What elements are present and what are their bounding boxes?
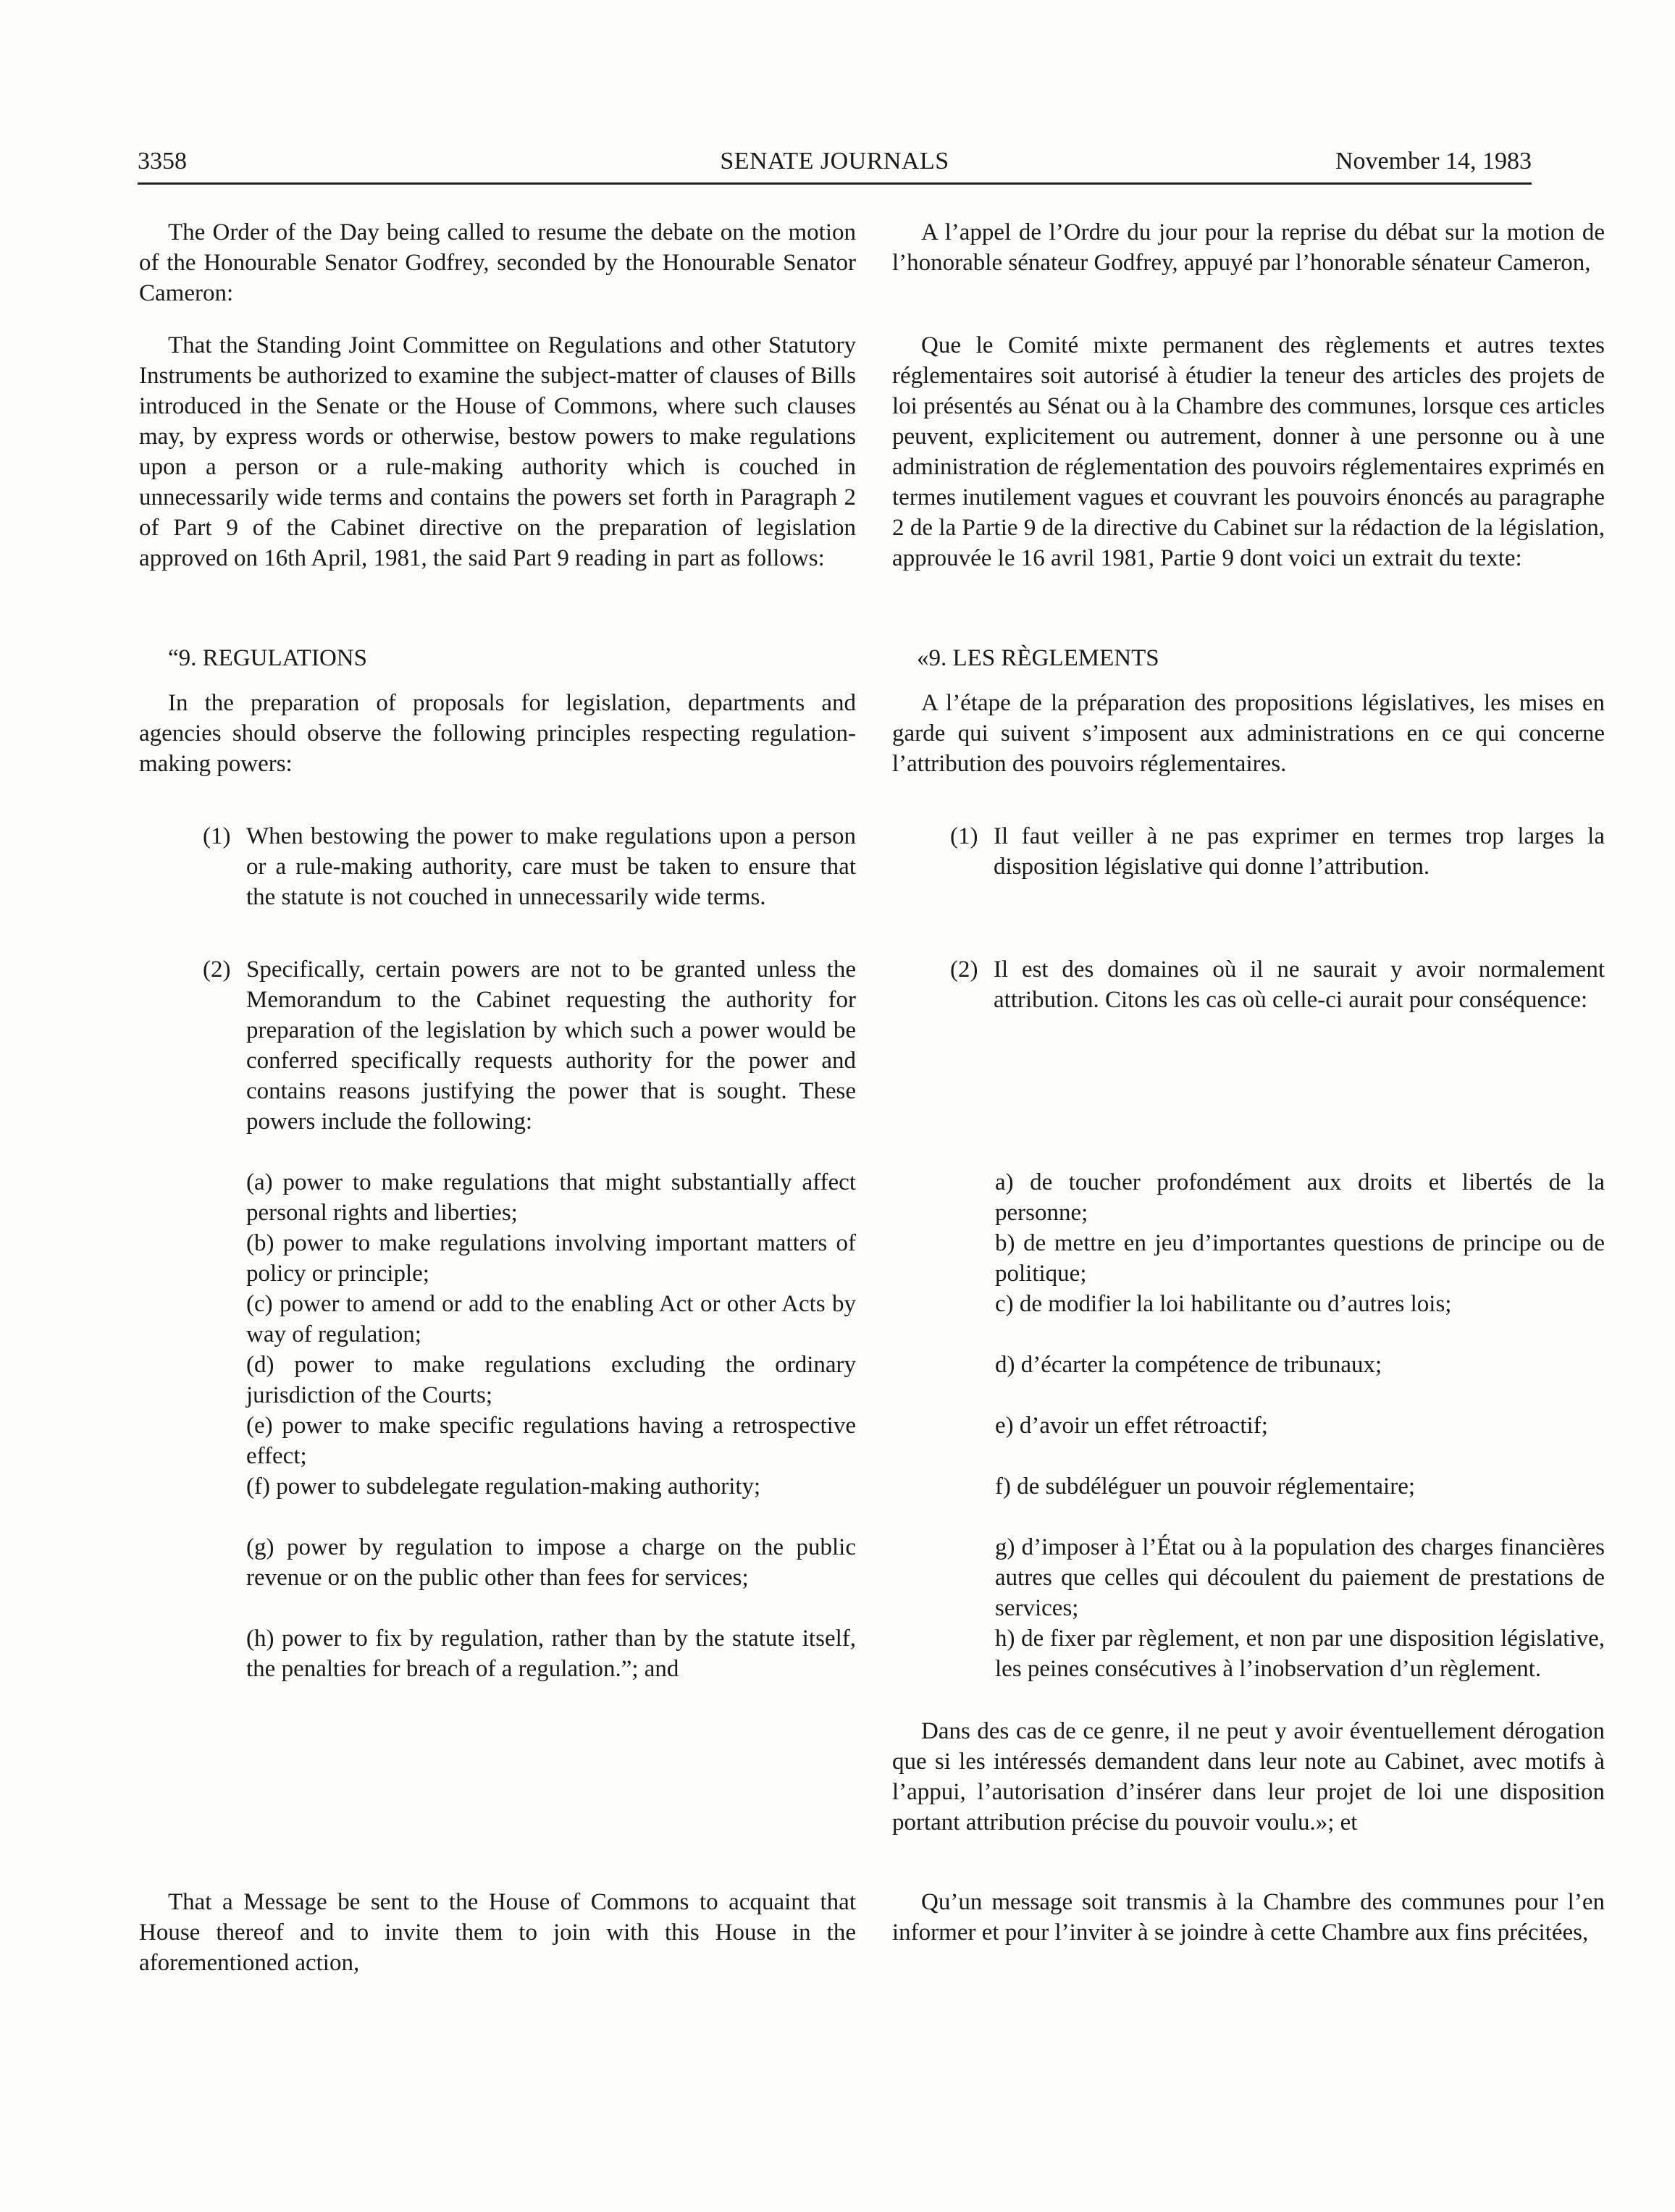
en-sub-f: (f) power to subdelegate regulation-making authority; — [246, 1473, 761, 1500]
fr-motion-paragraph: Que le Comité mixte permanent des règlements et autres textes réglementaires soit autorisé à étudier la teneur des articles des projets de loi présentés au Sénat ou à la Chambre des communes, lorsque ces articles peuvent, explicitement ou autrement, donner à une personne ou à une administration de réglementation des pouvoirs réglementaires exprimés en termes inutilement vagues et couvrant les pouvoirs énoncés au paragraphe 2 de la Partie 9 de la directive du Cabinet sur la rédaction de la législation, approuvée le 16 avril 1981, Partie 9 dont voici un extrait du texte: — [892, 332, 1605, 571]
en-sub-b: (b) power to make regulations involving important matters of policy or principle; — [246, 1230, 856, 1287]
en-sub-e: (e) power to make specific regulations having a retrospective effect; — [246, 1413, 856, 1469]
fr-sub-d: d) d’écarter la compétence de tribunaux; — [995, 1352, 1382, 1378]
fr-item-1: (1) Il faut veiller à ne pas exprimer en termes trop larges la disposition législative qui donne l’attribution. — [950, 823, 1605, 880]
en-sub-d: (d) power to make regulations excluding the ordinary jurisdiction of the Courts; — [246, 1352, 856, 1408]
fr-closing-paragraph: Dans des cas de ce genre, il ne peut y avoir éventuellement dérogation que si les intéressés demandent dans leur note au Cabinet, avec motifs à l’appui, l’autorisation d’insérer dans leur projet de loi une disposition portant attribution précise du pouvoir voulu.»; et — [892, 1718, 1605, 1835]
en-sub-g: (g) power by regulation to impose a charge on the public revenue or on the public other than fees for services; — [246, 1534, 856, 1591]
page-number: 3358 — [138, 148, 187, 174]
en-item-1: (1) When bestowing the power to make regulations upon a person or a rule-making authority, care must be taken to ensure that the statute is not couched in unnecessarily wide terms. — [203, 823, 856, 910]
fr-sub-g: g) d’imposer à l’État ou à la population des charges financières autres que celles qui découlent du paiement de prestations de services; — [995, 1534, 1605, 1621]
en-sub-a: (a) power to make regulations that might substantially affect personal rights and liberties; — [246, 1169, 856, 1226]
fr-message-paragraph: Qu’un message soit transmis à la Chambre des communes pour l’en informer et pour l’inviter à se joindre à cette Chambre aux fins précitées, — [892, 1889, 1605, 1946]
en-preamble: In the preparation of proposals for legislation, departments and agencies should observe the following principles respecting regulation-making powers: — [139, 690, 856, 777]
fr-item-2: (2) Il est des domaines où il ne saurait y avoir normalement attribution. Citons les cas où celle-ci aurait pour conséquence: — [950, 956, 1605, 1013]
fr-sub-a: a) de toucher profondément aux droits et libertés de la personne; — [995, 1169, 1605, 1226]
en-message-paragraph: That a Message be sent to the House of Commons to acquaint that House thereof and to invite them to join with this House in the aforementioned action, — [139, 1889, 856, 1976]
fr-sub-c: c) de modifier la loi habilitante ou d’autres lois; — [995, 1291, 1452, 1317]
journal-date: November 14, 1983 — [1335, 148, 1532, 174]
fr-intro-paragraph: A l’appel de l’Ordre du jour pour la reprise du débat sur la motion de l’honorable sénateur Godfrey, appuyé par l’honorable sénateur Cameron, — [892, 219, 1605, 276]
en-sub-c: (c) power to amend or add to the enabling Act or other Acts by way of regulation; — [246, 1291, 856, 1347]
page-header — [138, 142, 1532, 181]
en-item-2: (2) Specifically, certain powers are not to be granted unless the Memorandum to the Cabinet requesting the authority for preparation of the legislation by which such a power would be conferred specifically requests authority for the power and contains reasons justifying the power that is sought. These powers include the following: — [203, 956, 856, 1135]
journal-title: SENATE JOURNALS — [720, 148, 949, 174]
header-rule — [138, 182, 1532, 185]
fr-sub-h: h) de fixer par règlement, et non par une disposition législative, les peines consécutives à l’inobservation d’un règlement. — [995, 1626, 1605, 1682]
fr-sub-b: b) de mettre en jeu d’importantes questions de principe ou de politique; — [995, 1230, 1605, 1287]
fr-sub-e: e) d’avoir un effet rétroactif; — [995, 1413, 1268, 1439]
en-intro-paragraph: The Order of the Day being called to resume the debate on the motion of the Honourable Senator Godfrey, seconded by the Honourable Senator Cameron: — [139, 219, 856, 306]
fr-section-heading: «9. LES RÈGLEMENTS — [917, 645, 1159, 671]
fr-sub-f: f) de subdéléguer un pouvoir réglementaire; — [995, 1473, 1416, 1500]
en-motion-paragraph: That the Standing Joint Committee on Regulations and other Statutory Instruments be authorized to examine the subject-matter of clauses of Bills introduced in the Senate or the House of Commons, where such clauses may, by express words or otherwise, bestow powers to make regulations upon a person or a rule-making authority which is couched in unnecessarily wide terms and contains the powers set forth in Paragraph 2 of Part 9 of the Cabinet directive on the preparation of legislation approved on 16th April, 1981, the said Part 9 reading in part as follows: — [139, 332, 856, 571]
fr-preamble: A l’étape de la préparation des propositions législatives, les mises en garde qui suivent s’imposent aux administrations en ce qui concerne l’attribution des pouvoirs réglementaires. — [892, 690, 1605, 777]
en-section-heading: “9. REGULATIONS — [168, 645, 367, 671]
en-sub-h: (h) power to fix by regulation, rather than by the statute itself, the penalties for breach of a regulation.”; and — [246, 1626, 856, 1682]
